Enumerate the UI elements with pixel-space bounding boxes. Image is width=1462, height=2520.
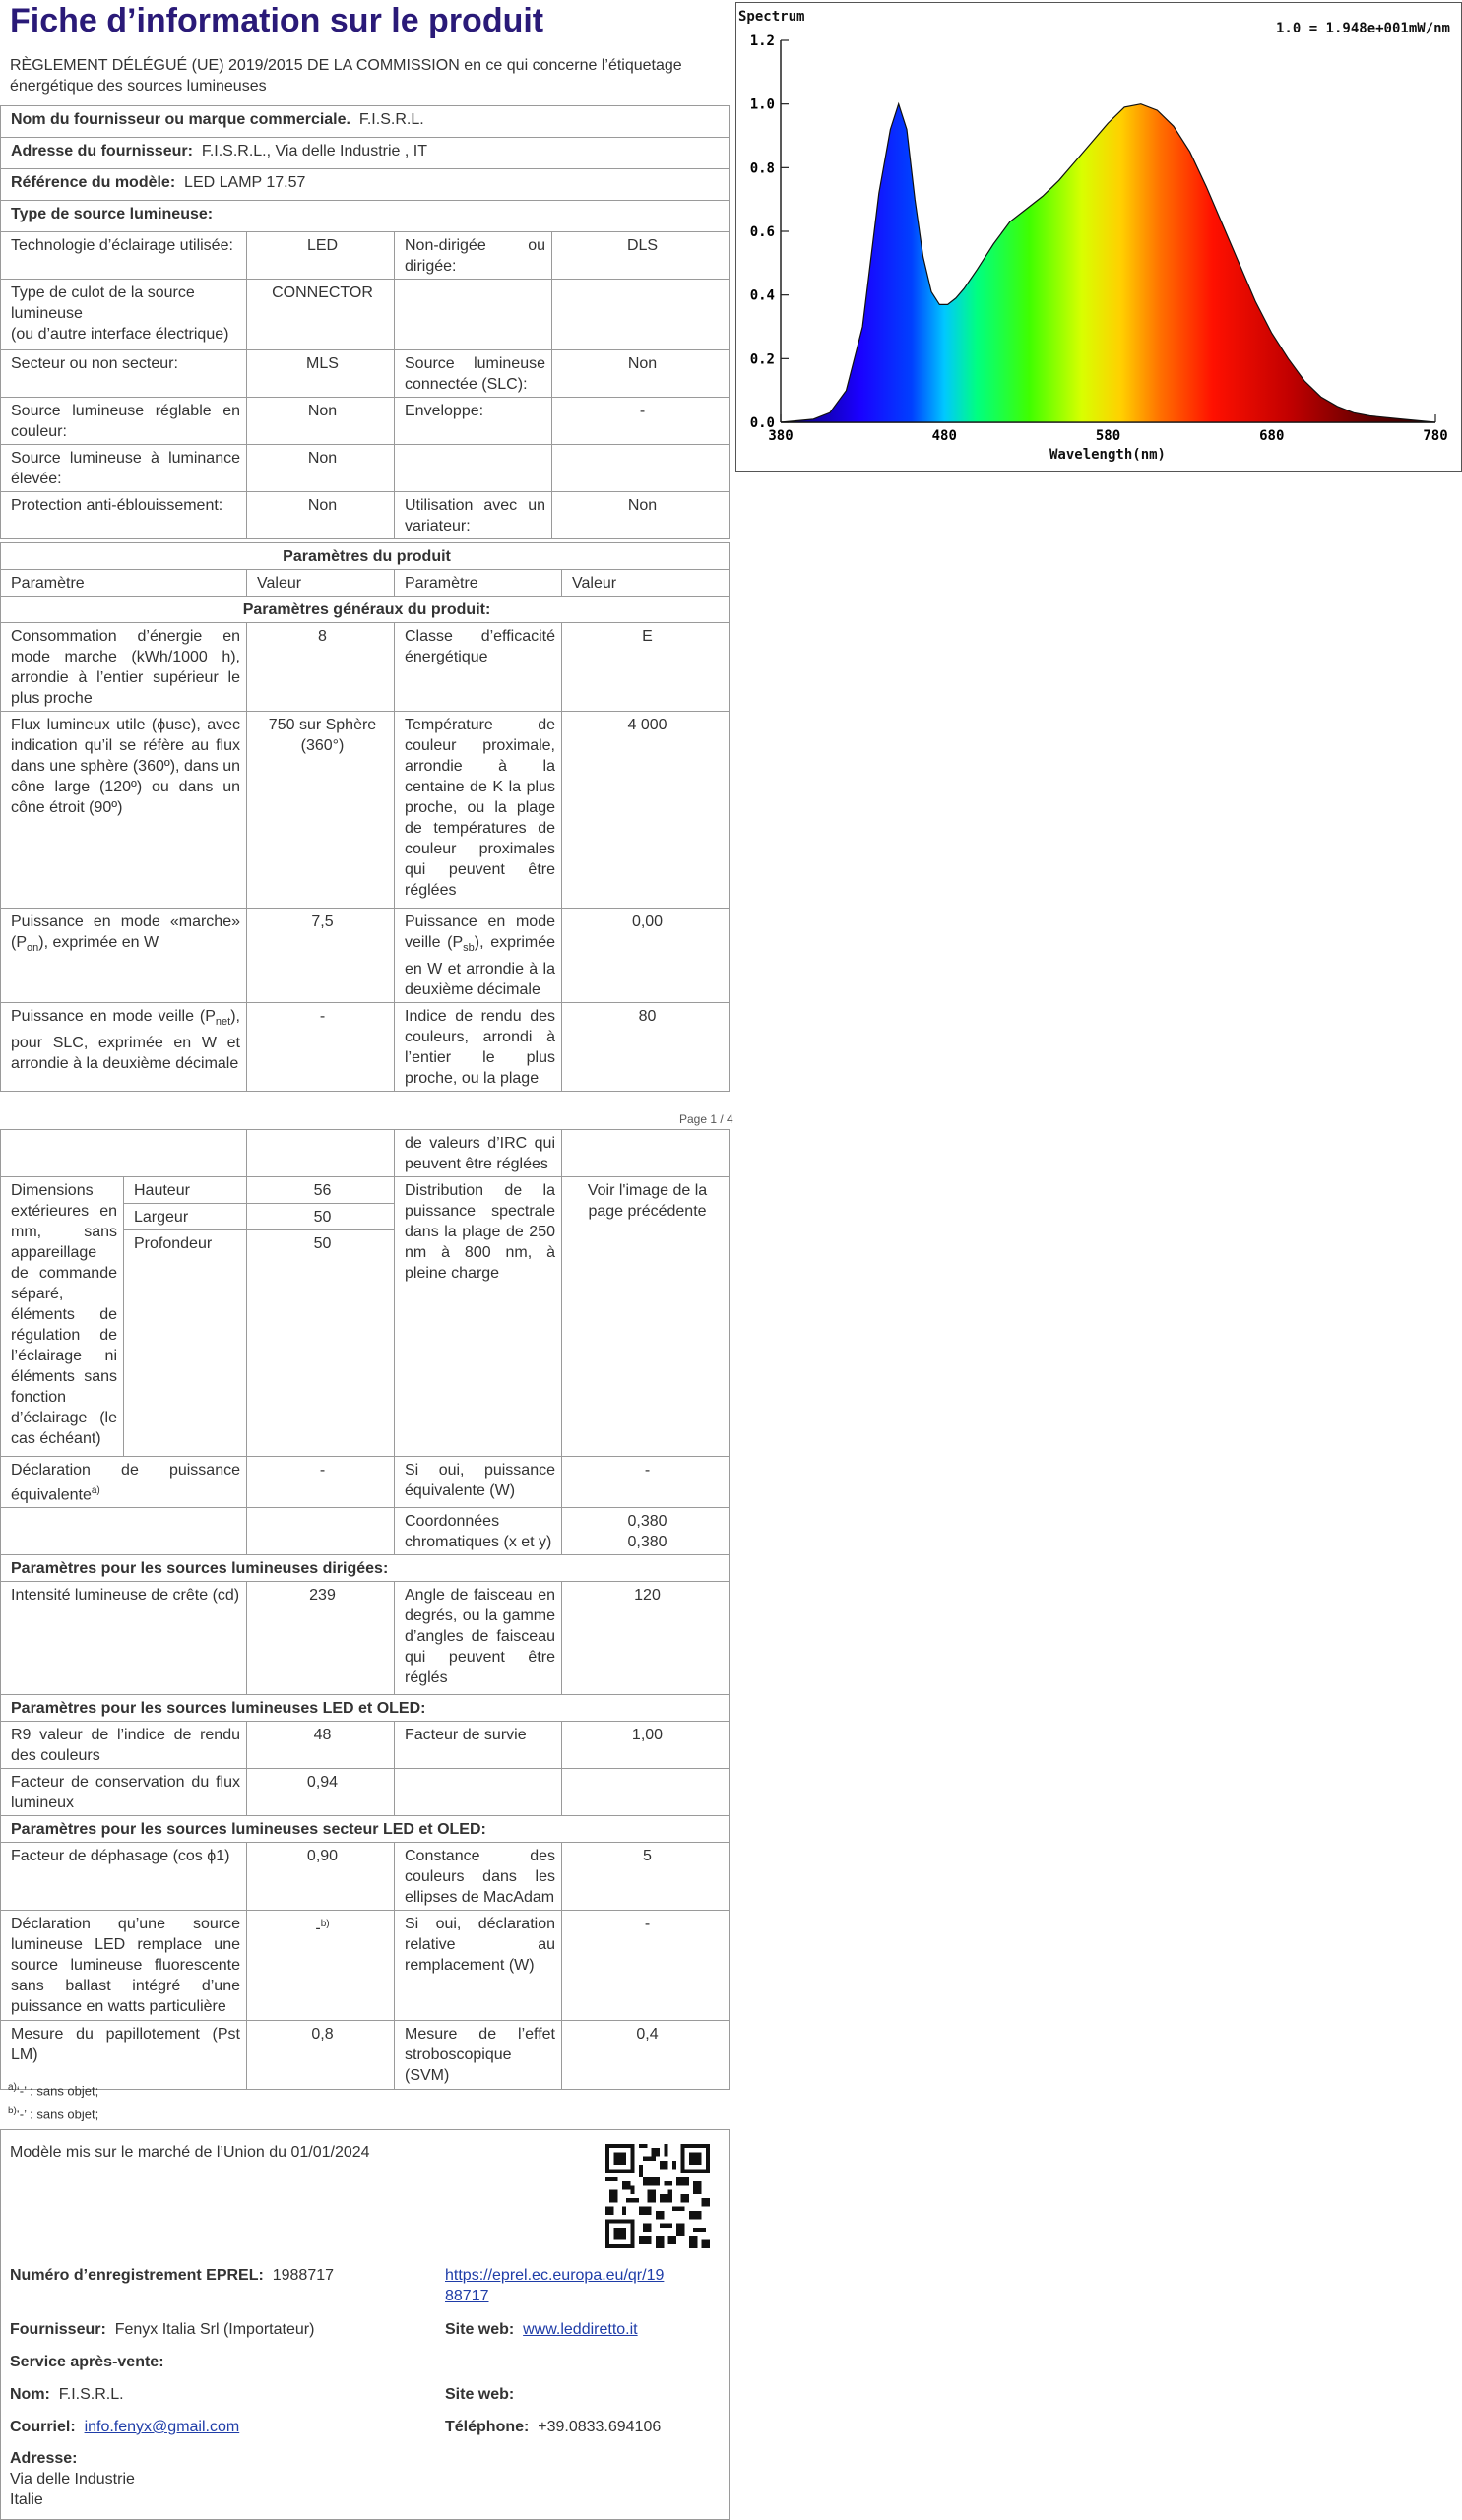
x-tick-label: 780: [1423, 428, 1448, 444]
mains-value: MLS: [247, 350, 395, 398]
cri-label-part1: Indice de rendu des couleurs, arrondi à l’entier le plus proche, ou la plage: [395, 1003, 562, 1092]
y-tick-label: 0.4: [749, 287, 775, 304]
envelope-label: Enveloppe:: [395, 398, 552, 445]
supplier: Fournisseur: Fenyx Italia Srl (Importateur): [10, 2321, 315, 2338]
footnote-b: $^{b)}$‘-’ : sans objet;: [8, 2106, 99, 2122]
power-factor-value: 0,90: [247, 1843, 395, 1911]
service-website: Site web:: [445, 2386, 515, 2403]
cap-value: CONNECTOR: [247, 280, 395, 350]
energy-class-label: Classe d’efficacité énergétique: [395, 623, 562, 712]
empty-cell: [562, 1769, 730, 1816]
slc-value: Non: [552, 350, 730, 398]
supplier-address-label: Adresse du fournisseur:: [11, 143, 193, 159]
empty-cell: [247, 1130, 395, 1177]
height-value: 56: [247, 1177, 395, 1204]
y-tick-label: 0.0: [749, 415, 775, 431]
product-parameters-table: [0, 542, 730, 1092]
spd-label: Distribution de la puissance spectrale dans la plage de 250 nm à 800 nm, à pleine charge: [395, 1177, 562, 1457]
spd-value: Voir l'image de la page précédente: [562, 1177, 730, 1457]
supplier-name-value: F.I.S.R.L.: [358, 111, 424, 128]
tech-label: Technologie d’éclairage utilisée:: [1, 232, 247, 280]
replacement-label: Déclaration qu’une source lumineuse LED remplace une source lumineuse fluorescente sans ballast intégré d’une puissance en watts particulière: [1, 1911, 247, 2021]
empty-cell: [395, 1769, 562, 1816]
mains-label: Secteur ou non secteur:: [1, 350, 247, 398]
envelope-value: -: [552, 398, 730, 445]
useful-flux-value: 750 sur Sphère (360°): [247, 712, 395, 909]
glare-value: Non: [247, 492, 395, 539]
depth-value: 50: [247, 1230, 395, 1457]
depth-label: Profondeur: [124, 1230, 247, 1457]
stroboscopic-label: Mesure de l’effet stroboscopique (SVM): [395, 2021, 562, 2090]
qr-code-icon: [605, 2144, 710, 2248]
chromaticity-value: [562, 1508, 730, 1555]
supplier-name-row: [1, 106, 730, 138]
chromaticity-label: Coordonnées chromatiques (x et y): [395, 1508, 562, 1555]
led-mains-params-heading: Paramètres pour les sources lumineuses secteur LED et OLED:: [1, 1816, 730, 1843]
equivalent-power-label: Déclaration de puissance équivalente$^{a)}$: [1, 1457, 247, 1508]
x-tick-label: 380: [768, 428, 794, 444]
model-reference-label: Référence du modèle:: [11, 174, 176, 191]
email-link[interactable]: info.fenyx@gmail.com: [84, 2419, 240, 2435]
col-param-header: Paramètre: [395, 570, 562, 597]
flicker-label: Mesure du papillotement (Pst LM): [1, 2021, 247, 2090]
r9-value: 48: [247, 1722, 395, 1769]
replacement-value: -$^{b)}$: [247, 1911, 395, 2021]
tech-value: LED: [247, 232, 395, 280]
peak-intensity-value: 239: [247, 1582, 395, 1695]
supplier-name-label: Nom du fournisseur ou marque commerciale.: [11, 111, 350, 128]
after-sales-heading: Service après-vente:: [10, 2354, 164, 2370]
empty-cell: [247, 1508, 395, 1555]
cri-label-part2: de valeurs d’IRC qui peuvent être réglées: [395, 1130, 562, 1177]
on-mode-power-value: 7,5: [247, 909, 395, 1003]
supplier-info-table: [0, 105, 730, 539]
beam-angle-value: 120: [562, 1582, 730, 1695]
market-date: Modèle mis sur le marché de l’Union du 01/01/2024: [10, 2144, 370, 2161]
footnote-a: $^{a)}$‘-’ : sans objet;: [8, 2082, 99, 2099]
tunable-label: Source lumineuse réglable en couleur:: [1, 398, 247, 445]
empty-cell: [562, 1130, 730, 1177]
macadam-label: Constance des couleurs dans les ellipses de MacAdam: [395, 1843, 562, 1911]
supplier-address-value: F.I.S.R.L., Via delle Industrie , IT: [201, 143, 427, 159]
standby-power-value: 0,00: [562, 909, 730, 1003]
replacement-if-yes-value: -: [562, 1911, 730, 2021]
beam-angle-label: Angle de faisceau en degrés, ou la gamme d’angles de faisceau qui peuvent être réglés: [395, 1582, 562, 1695]
cct-value: 4 000: [562, 712, 730, 909]
replacement-if-yes-label: Si oui, déclaration relative au remplacement (W): [395, 1911, 562, 2021]
r9-label: R9 valeur de l’indice de rendu des couleurs: [1, 1722, 247, 1769]
slc-label: Source lumineuse connectée (SLC):: [395, 350, 552, 398]
tunable-value: Non: [247, 398, 395, 445]
x-tick-label: 580: [1095, 428, 1121, 444]
cri-value: 80: [562, 1003, 730, 1092]
eprel-link[interactable]: https://eprel.ec.europa.eu/qr/19 88717: [445, 2267, 665, 2304]
on-mode-power-label: Puissance en mode «marche» $(P_{on})$, exprimée en W: [1, 909, 247, 1003]
cap-label-line1: Type de culot de la source lumineuse: [11, 284, 195, 322]
networked-standby-label: Puissance en mode veille $(P_{net})$, pour SLC, exprimée en W et arrondie à la deuxième décimale: [1, 1003, 247, 1092]
product-parameters-continued: [0, 1129, 730, 2090]
empty-cell: [1, 1130, 247, 1177]
empty-cell: [395, 280, 552, 350]
y-tick-label: 0.8: [749, 160, 775, 177]
flicker-value: 0,8: [247, 2021, 395, 2090]
dimensions-label: Dimensions extérieures en mm, sans appareillage de commande séparé, éléments de régulation de l’éclairage ni éléments sans fonction d’éclairage (le cas échéant): [1, 1177, 124, 1457]
y-tick-label: 0.2: [749, 351, 775, 368]
cap-label: [1, 280, 247, 350]
equivalent-if-yes-label: Si oui, puissance équivalente (W): [395, 1457, 562, 1508]
survival-factor-label: Facteur de survie: [395, 1722, 562, 1769]
consumption-label: Consommation d’énergie en mode marche (kWh/1000 h), arrondie à l’entier supérieur le plus proche: [1, 623, 247, 712]
model-reference-row: [1, 169, 730, 201]
high-luminance-label: Source lumineuse à luminance élevée:: [1, 445, 247, 492]
macadam-value: 5: [562, 1843, 730, 1911]
cct-label: Température de couleur proximale, arrondie à la centaine de K la plus proche, ou la plage de températures de couleur proximales qui peuvent être réglées: [395, 712, 562, 909]
directed-params-heading: Paramètres pour les sources lumineuses dirigées:: [1, 1555, 730, 1582]
product-params-heading: Paramètres du produit: [1, 543, 730, 570]
x-axis-label: Wavelength(nm): [1049, 447, 1167, 463]
dimmer-label: Utilisation avec un variateur:: [395, 492, 552, 539]
y-tick-label: 1.2: [749, 33, 775, 49]
power-factor-label: Facteur de déphasage (cos ϕ1): [1, 1843, 247, 1911]
y-ticks: [750, 33, 789, 431]
y-tick-label: 0.6: [749, 224, 775, 240]
equivalent-if-yes-value: -: [562, 1457, 730, 1508]
supplier-address-row: [1, 138, 730, 169]
x-tick-label: 680: [1259, 428, 1285, 444]
source-type-heading: Type de source lumineuse:: [1, 201, 730, 232]
stroboscopic-value: 0,4: [562, 2021, 730, 2090]
led-params-heading: Paramètres pour les sources lumineuses LED et OLED:: [1, 1695, 730, 1722]
consumption-value: 8: [247, 623, 395, 712]
email: Courriel: info.fenyx@gmail.com: [10, 2419, 240, 2435]
x-tick-label: 480: [931, 428, 957, 444]
col-value-header: Valeur: [562, 570, 730, 597]
regulation-subtitle: RÈGLEMENT DÉLÉGUÉ (UE) 2019/2015 DE LA COMMISSION en ce qui concerne l’étiquetage énergétique des sources lumineuses: [10, 57, 682, 94]
networked-standby-value: -: [247, 1003, 395, 1092]
spectrum-series-area: [781, 104, 1435, 422]
empty-cell: [552, 280, 730, 350]
service-name: Nom: F.I.S.R.L.: [10, 2386, 124, 2403]
standby-power-label: Puissance en mode veille $(P_{sb})$, exprimée en W et arrondie à la deuxième décimale: [395, 909, 562, 1003]
width-value: 50: [247, 1204, 395, 1230]
empty-cell: [552, 445, 730, 492]
chromaticity-y: 0,380: [627, 1534, 667, 1551]
peak-intensity-label: Intensité lumineuse de crête (cd): [1, 1582, 247, 1695]
col-value-header: Valeur: [247, 570, 395, 597]
glare-label: Protection anti-éblouissement:: [1, 492, 247, 539]
spectrum-title: Spectrum: [738, 9, 805, 25]
page-number: Page 1 / 4: [679, 1112, 733, 1126]
high-luminance-value: Non: [247, 445, 395, 492]
y-tick-label: 1.0: [749, 96, 775, 113]
eprel-number: Numéro d’enregistrement EPREL: 1988717: [10, 2267, 335, 2284]
survival-factor-value: 1,00: [562, 1722, 730, 1769]
general-params-heading: Paramètres généraux du produit:: [1, 597, 730, 623]
directed-value: DLS: [552, 232, 730, 280]
phone: Téléphone: +39.0833.694106: [445, 2419, 662, 2435]
empty-cell: [395, 445, 552, 492]
useful-flux-label: Flux lumineux utile (ϕuse), avec indication qu’il se réfère au flux dans une sphère (360º), dans un cône large (120º) ou dans un cône étroit (90º): [1, 712, 247, 909]
directed-label: Non-dirigée ou dirigée:: [395, 232, 552, 280]
height-label: Hauteur: [124, 1177, 247, 1204]
spectrum-chart: [735, 2, 1462, 472]
equivalent-power-value: -: [247, 1457, 395, 1508]
flux-maintenance-value: 0,94: [247, 1769, 395, 1816]
website: Site web: www.leddiretto.it: [445, 2321, 638, 2338]
empty-cell: [1, 1508, 247, 1555]
spectrum-scale: 1.0 = 1.948e+001mW/nm: [1275, 21, 1450, 36]
address: Adresse: Via delle Industrie Italie: [10, 2450, 135, 2508]
website-link[interactable]: www.leddiretto.it: [523, 2321, 638, 2338]
width-label: Largeur: [124, 1204, 247, 1230]
dimmer-value: Non: [552, 492, 730, 539]
flux-maintenance-label: Facteur de conservation du flux lumineux: [1, 1769, 247, 1816]
cap-label-line2: (ou d’autre interface électrique): [11, 326, 229, 343]
col-param-header: Paramètre: [1, 570, 247, 597]
model-reference-value: LED LAMP 17.57: [184, 174, 306, 191]
page-title: Fiche d’information sur le produit: [10, 2, 544, 39]
energy-class-value: E: [562, 623, 730, 712]
chromaticity-x: 0,380: [627, 1513, 667, 1531]
